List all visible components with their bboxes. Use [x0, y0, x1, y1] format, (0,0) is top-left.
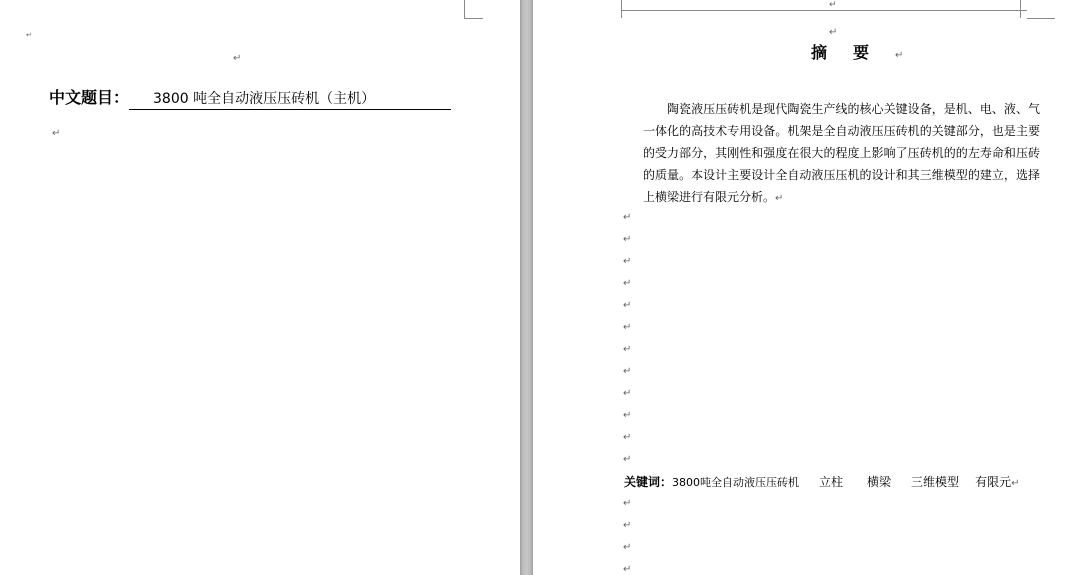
header-crop-marks [621, 0, 1021, 18]
paragraph-mark: ↵ [623, 520, 632, 531]
paragraph-mark: ↵ [26, 31, 32, 39]
paragraph-mark: ↵ [623, 498, 632, 509]
paragraph-mark: ↵ [623, 454, 632, 465]
paragraph-mark: ↵ [623, 432, 632, 443]
paragraph-mark: ↵ [623, 344, 632, 355]
keyword-item: 有限元 [975, 475, 1012, 489]
paragraph-mark: ↵ [1011, 478, 1020, 489]
paragraph-mark: ↵ [623, 564, 632, 575]
crop-mark-top-right [464, 0, 483, 19]
header-line [621, 10, 1027, 11]
paragraph-mark: ↵ [623, 256, 632, 267]
paragraph-mark: ↵ [623, 410, 632, 421]
paragraph-mark: ↵ [829, 27, 838, 38]
paragraph-mark: ↵ [623, 212, 632, 223]
page-gutter [520, 0, 533, 575]
paragraph-mark: ↵ [623, 542, 632, 553]
chinese-title-value[interactable]: 3800 吨全自动液压压砖机（主机） [129, 89, 451, 110]
keywords-label: 关键词： [624, 475, 673, 489]
abstract-heading-text: 摘要 [811, 43, 896, 62]
chinese-title-line[interactable] [49, 88, 451, 110]
paragraph-mark: ↵ [233, 53, 242, 64]
abstract-paragraph[interactable] [643, 98, 1040, 210]
abstract-heading [811, 42, 903, 67]
abstract-text: 陶瓷液压压砖机是现代陶瓷生产线的核心关键设备，是机、电、液、气一体化的高技术专用设备。机架是全自动液压压砖机的关键部分，也是主要的受力部分，其刚性和强度在很大的程度上影响了压砖机的的左寿命和压砖的质量。本设计主要设计全自动液压压机的设计和其三维模型的建立，选择上横梁进行有限元分析。 [643, 102, 1040, 204]
chinese-title-label: 中文题目： [49, 88, 130, 107]
paragraph-mark: ↵ [623, 322, 632, 333]
document-page-left[interactable] [0, 0, 520, 575]
keyword-item: 三维模型 [911, 475, 960, 489]
paragraph-mark: ↵ [775, 193, 784, 204]
paragraph-mark: ↵ [895, 50, 904, 61]
paragraph-mark: ↵ [52, 128, 61, 139]
paragraph-mark: ↵ [623, 278, 632, 289]
paragraph-mark: ↵ [623, 388, 632, 399]
keyword-item: 横梁 [867, 475, 892, 489]
paragraph-mark: ↵ [829, 0, 837, 10]
paragraph-mark: ↵ [623, 234, 632, 245]
crop-mark-right [1027, 10, 1055, 19]
paragraph-mark: ↵ [623, 300, 632, 311]
paragraph-mark: ↵ [623, 366, 632, 377]
keyword-item: 3800吨全自动液压压砖机 [672, 476, 800, 489]
keyword-item: 立柱 [819, 475, 844, 489]
keywords-line[interactable] [624, 472, 1019, 494]
document-page-right[interactable] [533, 0, 1068, 575]
